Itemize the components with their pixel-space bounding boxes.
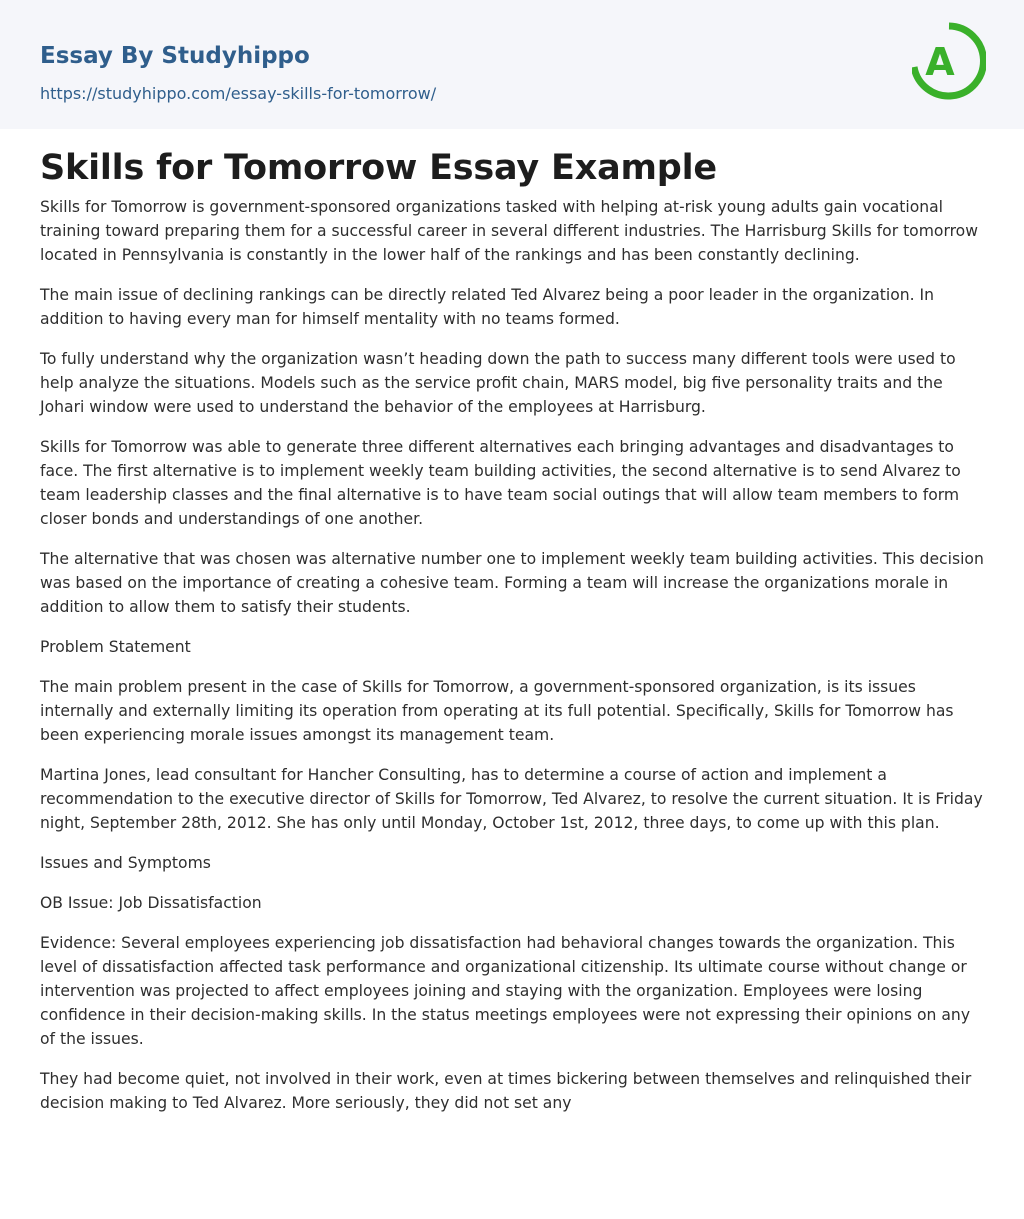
section-heading-problem-statement: Problem Statement: [40, 638, 191, 656]
paragraph: The main problem present in the case of Skills for Tomorrow, a government-sponsored organization, is its issues internally and externally limiting its operation from operating at its full potential. Specifically, Skills for Tomorrow has been experiencing morale issues amongst its management team.: [40, 678, 954, 744]
paragraph: The alternative that was chosen was alternative number one to implement weekly team building activities. This decision was based on the importance of creating a cohesive team. Forming a team will increase the organizations morale in addition to allow them to satisfy their students.: [40, 550, 984, 616]
page-title: Skills for Tomorrow Essay Example: [40, 148, 717, 188]
site-header: [0, 0, 1024, 129]
paragraph: They had become quiet, not involved in their work, even at times bickering between themselves and relinquished their decision making to Ted Alvarez. More seriously, they did not set any: [40, 1070, 972, 1112]
paragraph: Skills for Tomorrow was able to generate three different alternatives each bringing advantages and disadvantages to face. The first alternative is to implement weekly team building activities, the second alternative is to send Alvarez to team leadership classes and the final alternative is to have team social outings that will allow team members to form closer bonds and understandings of one another.: [40, 438, 961, 528]
paragraph: The main issue of declining rankings can be directly related Ted Alvarez being a poor leader in the organization. In addition to having every man for himself mentality with no teams formed.: [40, 286, 935, 328]
logo-letter: A: [925, 40, 955, 84]
brand-title[interactable]: Essay By Studyhippo: [40, 43, 310, 69]
ob-issue-label: OB Issue: Job Dissatisfaction: [40, 894, 262, 912]
article-content: [0, 147, 1024, 1115]
studyhippo-logo-icon[interactable]: [912, 19, 986, 105]
paragraph: Skills for Tomorrow is government-sponsored organizations tasked with helping at-risk young adults gain vocational training toward preparing them for a successful career in several different industries. The Harrisburg Skills for tomorrow located in Pennsylvania is constantly in the lower half of the rankings and has been constantly declining.: [40, 198, 978, 264]
paragraph: Evidence: Several employees experiencing job dissatisfaction had behavioral changes towards the organization. This level of dissatisfaction affected task performance and organizational citizenship. Its ultimate course without change or intervention was projected to affect employees joining and staying with the organization. Employees were losing confidence in their decision-making skills. In the status meetings employees were not expressing their opinions on any of the issues.: [40, 934, 971, 1048]
paragraph: Martina Jones, lead consultant for Hancher Consulting, has to determine a course of action and implement a recommendation to the executive director of Skills for Tomorrow, Ted Alvarez, to resolve the current situation. It is Friday night, September 28th, 2012. She has only until Monday, October 1st, 2012, three days, to come up with this plan.: [40, 766, 983, 832]
source-url-link[interactable]: https://studyhippo.com/essay-skills-for-tomorrow/: [40, 84, 437, 103]
section-heading-issues-and-symptoms: Issues and Symptoms: [40, 854, 211, 872]
paragraph: To fully understand why the organization wasn’t heading down the path to success many different tools were used to help analyze the situations. Models such as the service profit chain, MARS model, big five personality traits and the Johari window were used to understand the behavior of the employees at Harrisburg.: [40, 350, 956, 416]
article-body: [40, 195, 984, 1115]
